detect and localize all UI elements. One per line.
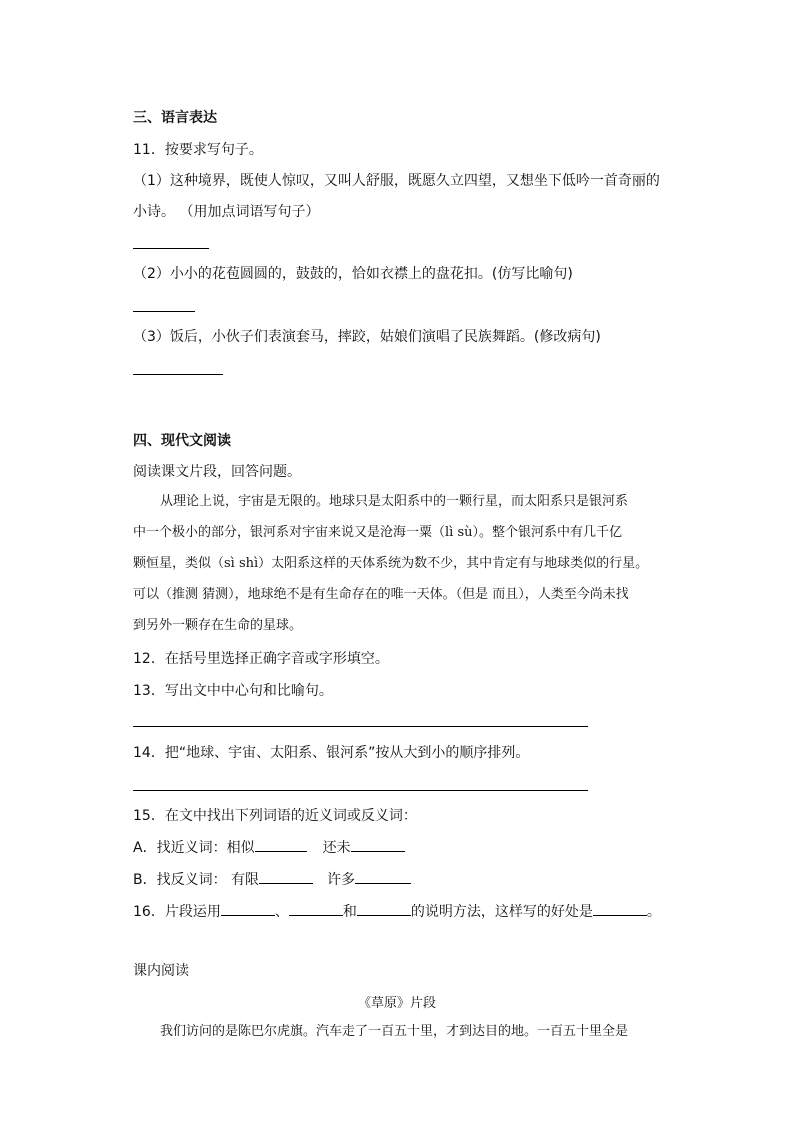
- question-14: 14．把“地球、宇宙、太阳系、银河系”按从大到小的顺序排列。: [133, 745, 530, 761]
- passage-line: 可以（推测 猜测），地球绝不是有生命存在的唯一天体。（但是 而且），人类至今尚未找: [133, 587, 629, 602]
- blank-15b-2[interactable]: [355, 869, 411, 884]
- section-3-title: 三、语言表达: [133, 110, 217, 126]
- question-16-prefix: 16．片段运用: [133, 904, 221, 920]
- question-16-end: 。: [646, 904, 661, 920]
- blank-16-1[interactable]: [221, 901, 275, 916]
- blank-16-3[interactable]: [357, 901, 411, 916]
- question-15a-label: A．找近义词：相似: [133, 840, 255, 856]
- question-15: 15．在文中找出下列词语的近义词或反义词：: [133, 808, 417, 824]
- blank-15b-1[interactable]: [259, 869, 313, 884]
- question-16: [133, 901, 661, 921]
- passage-line: 中一个极小的部分，银河系对宇宙来说又是沧海一粟（lì sù）。整个银河系中有几千亿: [133, 525, 622, 540]
- question-15b-word2: 许多: [327, 872, 356, 888]
- question-13: 13．写出文中中心句和比喻句。: [133, 683, 333, 699]
- answer-line-11-1[interactable]: [133, 248, 209, 249]
- answer-line-11-2[interactable]: [133, 311, 195, 312]
- reading-passage-line: 我们访问的是陈巴尔虎旗。汽车走了一百五十里，才到达目的地。一百五十里全是: [160, 1024, 629, 1039]
- question-15b: [133, 869, 411, 889]
- reading-instruction: 阅读课文片段，回答问题。: [133, 464, 301, 480]
- question-11-1-line2: 小诗。 （用加点词语写句子）: [133, 204, 320, 220]
- blank-15a-2[interactable]: [351, 837, 405, 852]
- blank-16-2[interactable]: [289, 901, 343, 916]
- passage-line: 到另外一颗存在生命的星球。: [133, 618, 303, 633]
- reading-title: 《草原》片段: [357, 996, 436, 1011]
- question-11-3: （3）饭后，小伙子们表演套马，摔跤，姑娘们演唱了民族舞蹈。(修改病句): [133, 329, 601, 345]
- passage-line: 颗恒星，类似（sì shì）太阳系这样的天体系统为数不少，其中肯定有与地球类似的行星。: [133, 556, 649, 571]
- blank-16-4[interactable]: [593, 901, 647, 916]
- question-12: 12．在括号里选择正确字音或字形填空。: [133, 651, 389, 667]
- question-11: 11．按要求写句子。: [133, 142, 263, 158]
- question-11-1-line1: （1）这种境界，既使人惊叹，又叫人舒服，既愿久立四望，又想坐下低吟一首奇丽的: [133, 173, 660, 189]
- passage-line: 从理论上说，宇宙是无限的。地球只是太阳系中的一颗行星，而太阳系只是银河系: [160, 494, 629, 509]
- answer-line-11-3[interactable]: [133, 374, 223, 375]
- question-15a-word2: 还未: [322, 840, 351, 856]
- question-16-middle: 的说明方法，这样写的好处是: [410, 904, 593, 920]
- question-16-and: 和: [342, 904, 357, 920]
- section-4-title: 四、现代文阅读: [133, 433, 231, 449]
- blank-15a-1[interactable]: [255, 837, 307, 852]
- question-15b-label: B．找反义词： 有限: [133, 872, 260, 888]
- answer-line-14[interactable]: [133, 790, 588, 791]
- reading-section-label: 课内阅读: [133, 963, 189, 979]
- answer-line-13[interactable]: [133, 726, 588, 727]
- question-11-2: （2）小小的花苞圆圆的，鼓鼓的，恰如衣襟上的盘花扣。(仿写比喻句): [133, 266, 573, 282]
- question-15a: [133, 837, 405, 857]
- question-16-separator: 、: [274, 904, 289, 920]
